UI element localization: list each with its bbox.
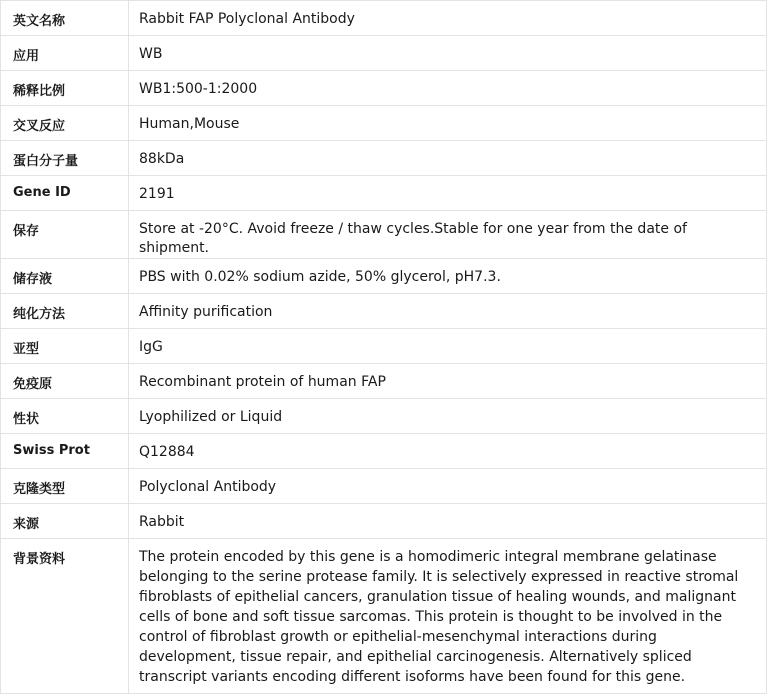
table-row xyxy=(1,176,767,211)
background-description: The protein encoded by this gene is a homodimeric integral membrane gelatinase belonging to the serine protease family. It is selectively expressed in reactive stromal fibroblasts of epithelial cancers, granulation tissue of healing wounds, and malignant cells of bone and soft tissue sarcomas. This protein is thought to be involved in the control of fibroblast growth or epithelial-mesenchymal interactions during development, tissue repair, and epithelial carcinogenesis. Alternatively spliced transcript variants encoding different isoforms have been found for this gene. xyxy=(129,539,767,694)
row-value: PBS with 0.02% sodium azide, 50% glycerol, pH7.3. xyxy=(129,259,767,294)
table-row xyxy=(1,364,767,399)
table-row xyxy=(1,1,767,36)
row-label: 稀释比例 xyxy=(1,71,129,106)
row-value: 2191 xyxy=(129,176,767,211)
row-label: Swiss Prot xyxy=(1,434,129,469)
row-value: WB1:500-1:2000 xyxy=(129,71,767,106)
row-value: Store at -20°C. Avoid freeze / thaw cycles.Stable for one year from the date of shipment. xyxy=(129,211,767,259)
table-row xyxy=(1,36,767,71)
row-value: WB xyxy=(129,36,767,71)
row-value: Human,Mouse xyxy=(129,106,767,141)
row-value: Affinity purification xyxy=(129,294,767,329)
row-label: 亚型 xyxy=(1,329,129,364)
row-value: 88kDa xyxy=(129,141,767,176)
table-row xyxy=(1,259,767,294)
row-value: IgG xyxy=(129,329,767,364)
row-value: Polyclonal Antibody xyxy=(129,469,767,504)
row-label: 来源 xyxy=(1,504,129,539)
table-row xyxy=(1,106,767,141)
table-row xyxy=(1,504,767,539)
table-row xyxy=(1,211,767,259)
row-label: 交叉反应 xyxy=(1,106,129,141)
row-label: 英文名称 xyxy=(1,1,129,36)
row-label: 性状 xyxy=(1,399,129,434)
row-value: Rabbit FAP Polyclonal Antibody xyxy=(129,1,767,36)
row-label: 蛋白分子量 xyxy=(1,141,129,176)
table-row xyxy=(1,294,767,329)
table-row xyxy=(1,141,767,176)
row-label: 免疫原 xyxy=(1,364,129,399)
table-row xyxy=(1,71,767,106)
row-label: 应用 xyxy=(1,36,129,71)
table-row xyxy=(1,434,767,469)
row-value: Recombinant protein of human FAP xyxy=(129,364,767,399)
table-row xyxy=(1,329,767,364)
table-row xyxy=(1,469,767,504)
row-label: 保存 xyxy=(1,211,129,259)
row-value: Lyophilized or Liquid xyxy=(129,399,767,434)
row-label: 背景资料 xyxy=(1,539,129,694)
row-value: Rabbit xyxy=(129,504,767,539)
row-label: 克隆类型 xyxy=(1,469,129,504)
row-label: 纯化方法 xyxy=(1,294,129,329)
row-label: 储存液 xyxy=(1,259,129,294)
row-value: Q12884 xyxy=(129,434,767,469)
table-row xyxy=(1,539,767,694)
table-row xyxy=(1,399,767,434)
row-label: Gene ID xyxy=(1,176,129,211)
